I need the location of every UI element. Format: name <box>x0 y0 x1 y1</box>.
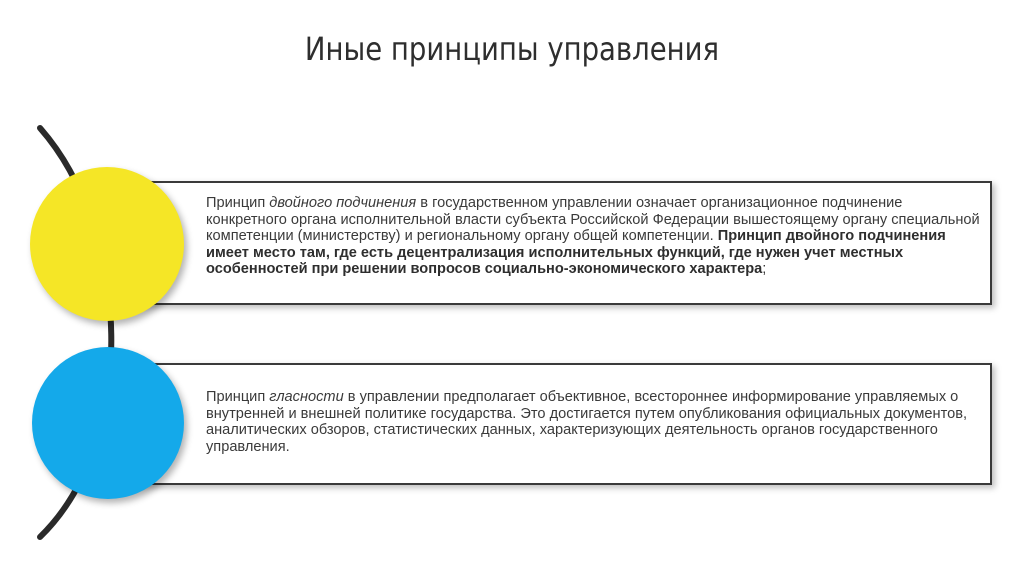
slide-title: Иные принципы управления <box>304 30 720 68</box>
yellow-circle <box>30 167 184 321</box>
term-text: гласности <box>269 389 344 405</box>
blue-circle <box>32 347 184 499</box>
body-text: в управлении предполагает объективное, всестороннее информирование управляемых о внутренней и внешней политике государства. Это достигается путем опубликования официальных документов, аналитических обзоров, статистических данных, характеризующих деятельность органов государственного управления. <box>206 389 968 455</box>
body-text: в государственном управлении означает организационное подчинение конкретного органа исполнительной власти субъекта Российской Федерации вышестоящему органу специальной компетенции (министерству) и региональному органу общей компетенции. <box>206 195 980 245</box>
term-text: двойного подчинения <box>269 195 417 211</box>
tail-text: ; <box>762 261 767 278</box>
lead-text: Принцип <box>206 389 270 405</box>
bold-text: Принцип двойного подчинения имеет место там, где есть децентрализация исполнительных функций, где нужен учет местных особенностей при решении вопросов социально-экономического характера <box>206 228 946 278</box>
principle-text-double-subordination <box>206 195 986 278</box>
principle-text-glasnost <box>206 389 986 455</box>
lead-text: Принцип <box>206 195 270 211</box>
